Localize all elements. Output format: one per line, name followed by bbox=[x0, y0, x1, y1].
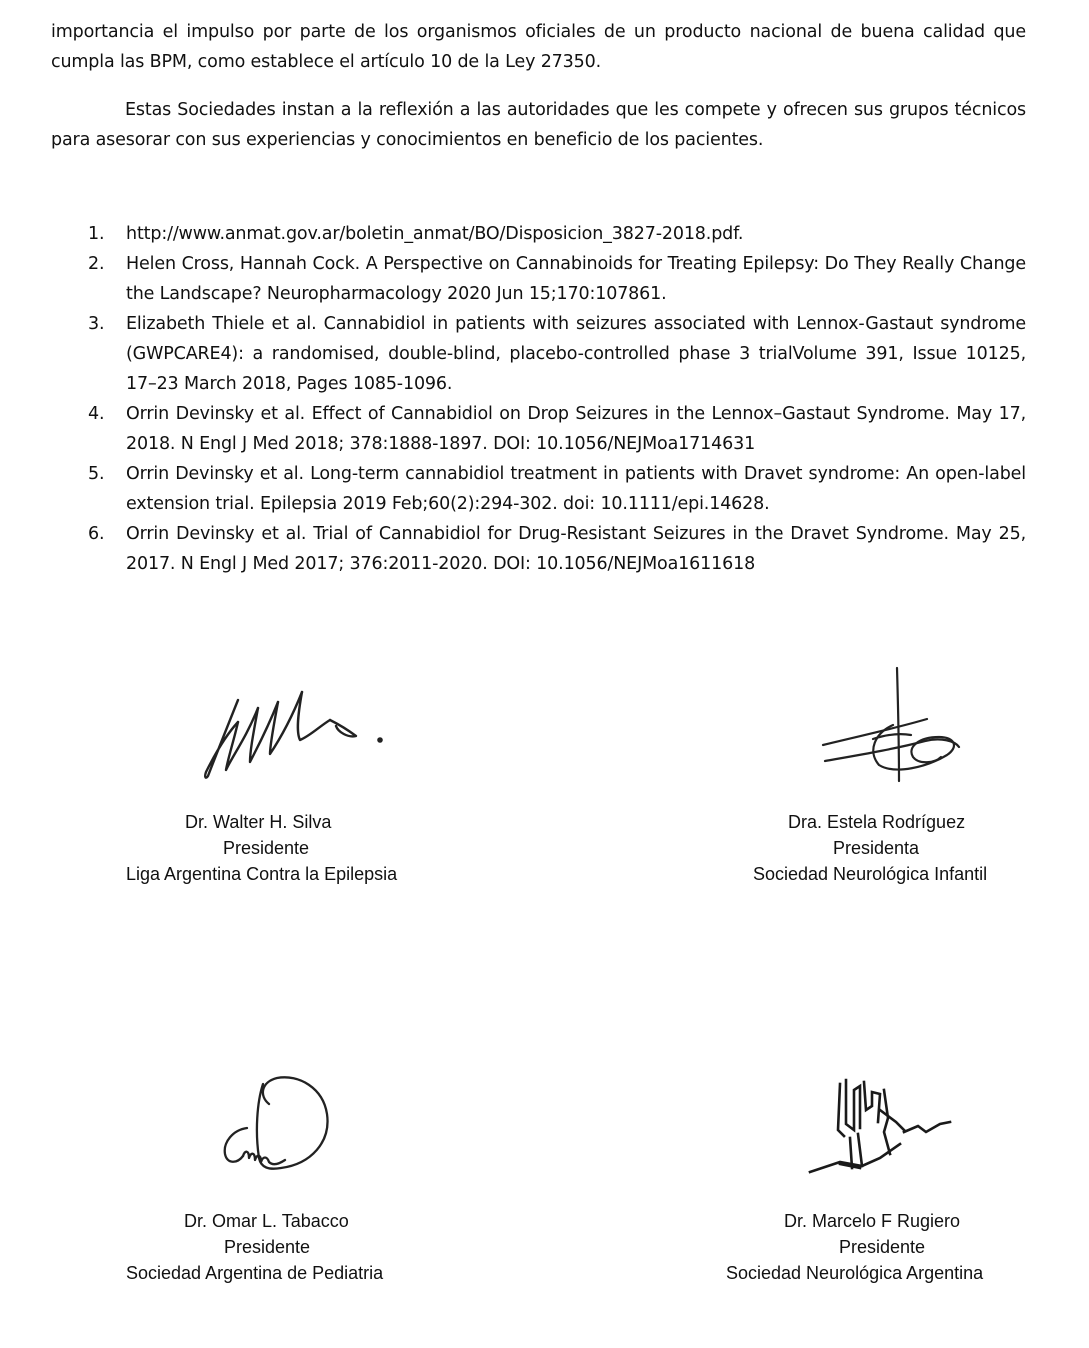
signatory-rodriguez bbox=[740, 809, 1040, 887]
reference-number: 1. bbox=[88, 224, 105, 244]
signatory-rugiero bbox=[715, 1208, 1045, 1286]
signature-rodriguez bbox=[815, 663, 965, 788]
signatory-name: Dr. Walter H. Silva bbox=[185, 812, 332, 832]
signatory-organization: Sociedad Argentina de Pediatria bbox=[126, 1263, 384, 1283]
reference-item bbox=[51, 519, 1026, 579]
reference-item bbox=[51, 249, 1026, 309]
signatory-name: Dr. Omar L. Tabacco bbox=[184, 1211, 349, 1231]
reference-number: 5. bbox=[88, 464, 105, 484]
reference-number: 3. bbox=[88, 314, 105, 334]
signatory-name: Dra. Estela Rodríguez bbox=[788, 812, 966, 832]
reference-number: 2. bbox=[88, 254, 105, 274]
signatory-role: Presidente bbox=[839, 1237, 926, 1257]
signature-rugiero bbox=[800, 1070, 960, 1185]
reference-text: Orrin Devinsky et al. Trial of Cannabidiol for Drug-Resistant Seizures in the Dravet Syndrome. May 25, 2017. N Engl J Med 2017; 376:2011-2020. DOI: 10.1056/NEJMoa1611618 bbox=[126, 524, 1026, 574]
reference-text: Orrin Devinsky et al. Long-term cannabidiol treatment in patients with Dravet syndrome: An open-label extension trial. Epilepsia 2019 Feb;60(2):294-302. doi: 10.1111/epi.14628. bbox=[126, 464, 1026, 514]
reference-item bbox=[51, 219, 1026, 249]
references-list bbox=[51, 219, 1026, 579]
signature-silva bbox=[198, 680, 398, 780]
reference-item bbox=[51, 309, 1026, 399]
body-paragraph: importancia el impulso por parte de los organismos oficiales de un producto nacional de buena calidad que cumpla las BPM, como establece el artículo 10 de la Ley 27350. bbox=[51, 22, 1026, 72]
signature-tabacco bbox=[215, 1072, 345, 1177]
signatory-role: Presidenta bbox=[833, 838, 920, 858]
reference-text: Elizabeth Thiele et al. Cannabidiol in patients with seizures associated with Lennox-Gastaut syndrome (GWPCARE4): a randomised, double-blind, placebo-controlled phase 3 trialVolume 391, Issue 10125, 17–23 March 2018, Pages 1085-1096. bbox=[126, 314, 1026, 394]
reference-item bbox=[51, 399, 1026, 459]
signatory-role: Presidente bbox=[223, 838, 310, 858]
reference-link[interactable]: http://www.anmat.gov.ar/boletin_anmat/BO/Disposicion_3827-2018.pdf. bbox=[126, 224, 744, 244]
signatory-role: Presidente bbox=[224, 1237, 311, 1257]
signatory-organization: Liga Argentina Contra la Epilepsia bbox=[126, 864, 398, 884]
signatory-tabacco bbox=[100, 1208, 470, 1286]
signatory-organization: Sociedad Neurológica Argentina bbox=[726, 1263, 984, 1283]
reference-number: 6. bbox=[88, 524, 105, 544]
signatory-name: Dr. Marcelo F Rugiero bbox=[784, 1211, 961, 1231]
reference-text: Orrin Devinsky et al. Effect of Cannabidiol on Drop Seizures in the Lennox–Gastaut Syndrome. May 17, 2018. N Engl J Med 2018; 378:1888-1897. DOI: 10.1056/NEJMoa1714631 bbox=[126, 404, 1026, 454]
reference-item bbox=[51, 459, 1026, 519]
reference-number: 4. bbox=[88, 404, 105, 424]
signatory-organization: Sociedad Neurológica Infantil bbox=[753, 864, 988, 884]
body-paragraph: Estas Sociedades instan a la reflexión a las autoridades que les compete y ofrecen sus grupos técnicos para asesorar con sus experiencias y conocimientos en beneficio de los pacientes. bbox=[51, 100, 1026, 150]
reference-text: Helen Cross, Hannah Cock. A Perspective on Cannabinoids for Treating Epilepsy: Do They Really Change the Landscape? Neuropharmacology 2020 Jun 15;170:107861. bbox=[126, 254, 1026, 304]
signatory-silva bbox=[100, 809, 470, 887]
